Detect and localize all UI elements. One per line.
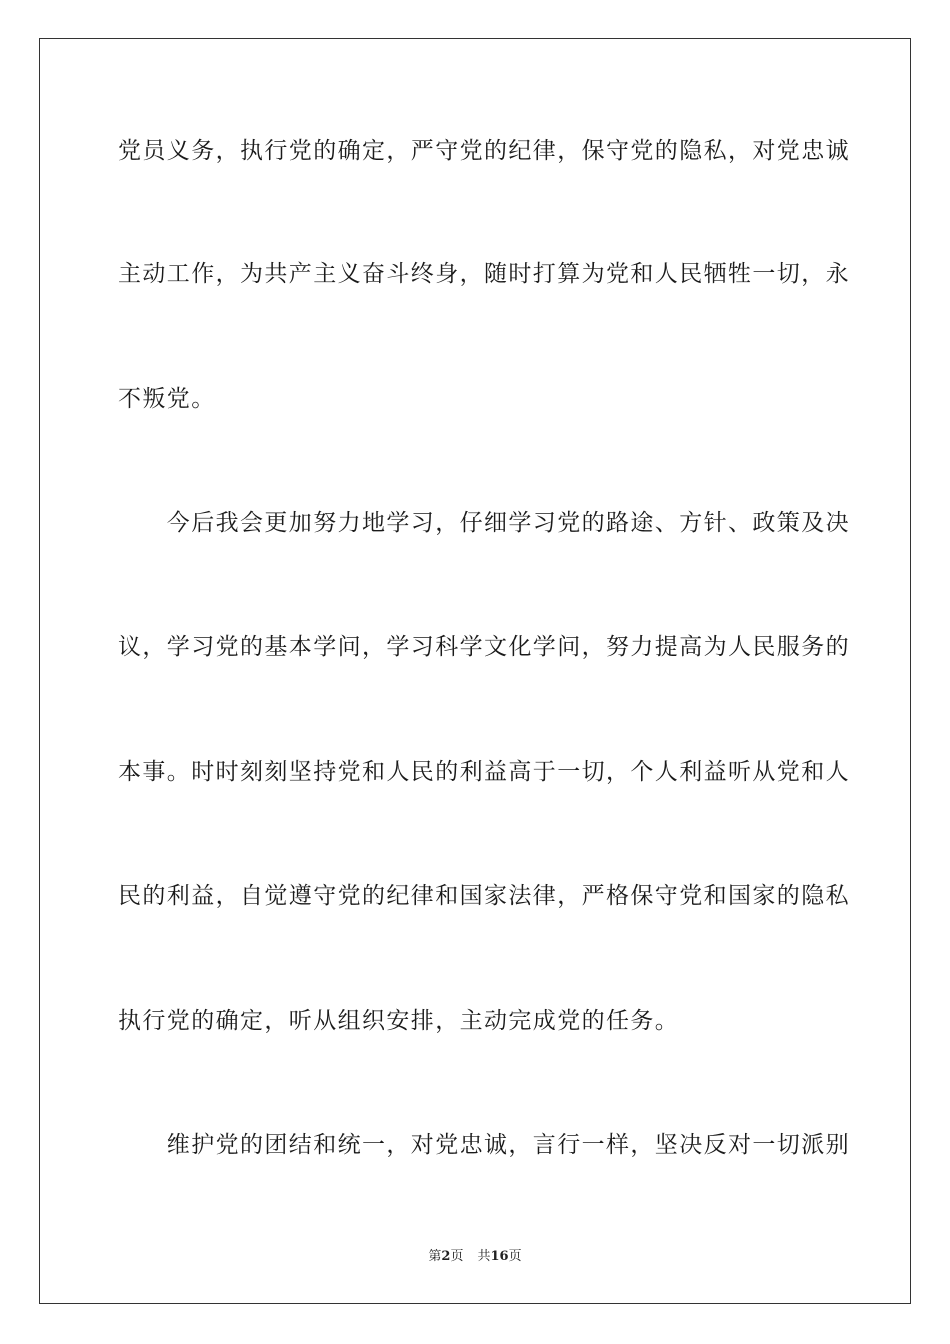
total-label-suffix: 页 <box>508 1249 522 1264</box>
total-label-prefix: 共 <box>477 1249 491 1264</box>
page-border <box>39 38 911 1304</box>
paragraph-line: 党员义务，执行党的确定，严守党的纪律，保守党的隐私，对党忠诚 <box>118 138 850 164</box>
paragraph-line: 主动工作，为共产主义奋斗终身，随时打算为党和人民牺牲一切，永 <box>118 261 850 287</box>
page-number: 2 <box>441 1249 451 1264</box>
paragraph-line: 本事。时时刻刻坚持党和人民的利益高于一切，个人利益听从党和人 <box>118 759 850 785</box>
paragraph-line: 维护党的团结和统一，对党忠诚，言行一样，坚决反对一切派别 <box>118 1132 850 1158</box>
page-footer <box>0 1248 950 1266</box>
paragraph-line: 民的利益，自觉遵守党的纪律和国家法律，严格保守党和国家的隐私 <box>118 883 850 909</box>
paragraph-line: 议，学习党的基本学问，学习科学文化学问，努力提高为人民服务的 <box>118 634 850 660</box>
page-label-suffix: 页 <box>450 1249 464 1264</box>
page-label-prefix: 第 <box>428 1249 442 1264</box>
paragraph-line: 今后我会更加努力地学习，仔细学习党的路途、方针、政策及决 <box>118 510 850 536</box>
paragraph-line: 执行党的确定，听从组织安排，主动完成党的任务。 <box>118 1008 680 1034</box>
paragraph-line: 不叛党。 <box>118 386 216 412</box>
total-pages: 16 <box>490 1249 509 1264</box>
